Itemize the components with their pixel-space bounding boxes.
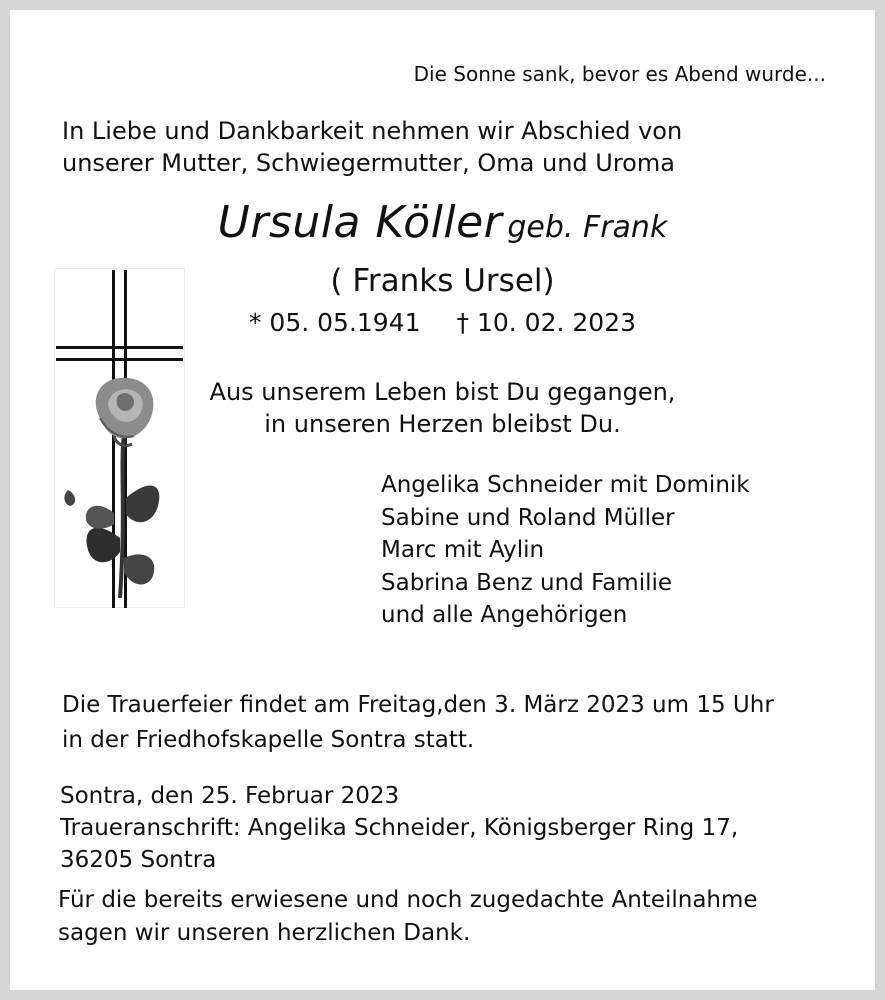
intro-line-1: In Liebe und Dankbarkeit nehmen wir Abschied von [62, 117, 683, 145]
deceased-name-line [0, 197, 885, 248]
mourner-entry: Sabine und Roland Müller [381, 504, 675, 531]
mourners-list [381, 469, 750, 632]
birth-name: geb. Frank [507, 210, 668, 245]
place-and-date: Sontra, den 25. Februar 2023 [60, 783, 400, 809]
mourner-entry: Marc mit Aylin [381, 537, 545, 563]
thanks-line-1: Für die bereits erwiesene und noch zugedachte Anteilnahme [58, 887, 758, 913]
address-line-2: 36205 Sontra [60, 847, 217, 873]
service-line-2: in der Friedhofskapelle Sontra statt. [62, 727, 475, 753]
thanks-line-2: sagen wir unseren herzlichen Dank. [58, 920, 471, 946]
verse-line-1: Aus unserem Leben bist Du gegangen, [209, 378, 676, 406]
cross-with-rose-icon [54, 268, 185, 608]
verse-line-2: in unseren Herzen bleibst Du. [264, 410, 621, 438]
nickname: ( Franks Ursel) [330, 263, 555, 299]
motto-text: Die Sonne sank, bevor es Abend wurde... [413, 62, 826, 86]
deceased-name: Ursula Köller [217, 197, 503, 248]
cross-icon [56, 270, 183, 608]
mourner-entry: und alle Angehörigen [381, 602, 628, 628]
birth-date: * 05. 05.1941 [248, 308, 421, 337]
mourner-entry: Sabrina Benz und Familie [381, 569, 673, 596]
service-line-1: Die Trauerfeier findet am Freitag,den 3. März 2023 um 15 Uhr [62, 692, 774, 718]
address-line-1: Traueranschrift: Angelika Schneider, Königsberger Ring 17, [60, 815, 739, 841]
death-date: † 10. 02. 2023 [456, 308, 637, 337]
mourner-entry: Angelika Schneider mit Dominik [381, 472, 750, 498]
intro-line-2: unserer Mutter, Schwiegermutter, Oma und Uroma [62, 149, 675, 177]
rose-leaves-icon [64, 486, 159, 585]
rose-bloom-icon [96, 378, 154, 446]
